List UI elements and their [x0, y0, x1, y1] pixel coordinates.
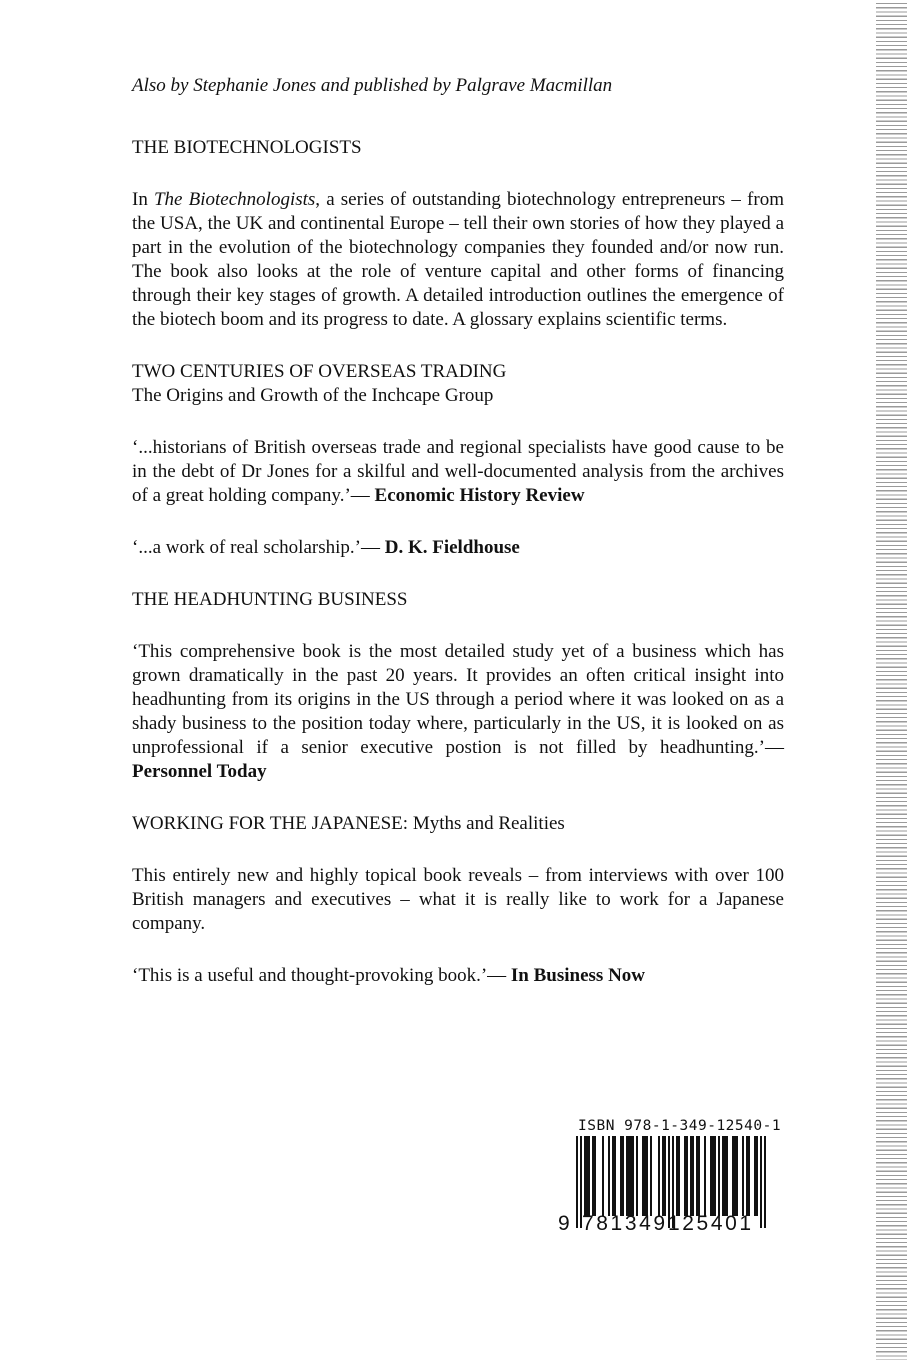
barcode-bar	[594, 1136, 596, 1216]
review-source: In Business Now	[510, 965, 646, 986]
isbn-barcode	[556, 1118, 786, 1252]
barcode-digits	[556, 1212, 786, 1252]
barcode-bar	[658, 1136, 660, 1216]
barcode-bar	[692, 1136, 694, 1216]
barcode-bar	[622, 1136, 624, 1216]
barcode-bar	[612, 1136, 614, 1216]
barcode-bar	[620, 1136, 622, 1216]
barcode-bar	[764, 1136, 766, 1228]
barcode-bar	[760, 1136, 762, 1228]
barcode-bar	[650, 1136, 652, 1216]
review-quote: ‘This comprehensive book is the most detailed study yet of a business which has grown dramatically in the past 20 years. It provides an often critical insight into headhunting from its origins in the US through a period where it was looked on as a shady business to the position today where, particularly in the US, it is looked on as unprofessional if a senior executive postion is not filled by headhunting.’— Personnel Today	[132, 641, 784, 782]
book-title-overseas-trading: TWO CENTURIES OF OVERSEAS TRADING	[132, 361, 507, 382]
book-subtitle-overseas-trading: The Origins and Growth of the Inchcape Group	[132, 385, 494, 406]
barcode-bar	[712, 1136, 714, 1216]
review-quote: ‘...a work of real scholarship.’— D. K. Fieldhouse	[132, 537, 520, 558]
barcode-bar	[630, 1136, 632, 1216]
barcode-bar	[726, 1136, 728, 1216]
book-title-working-japanese: WORKING FOR THE JAPANESE: Myths and Realities	[132, 813, 565, 834]
isbn-label: ISBN 978-1-349-12540-1	[578, 1118, 782, 1134]
review-quote: ‘...historians of British overseas trade and regional specialists have good cause to be in the debt of Dr Jones for a skilful and well-documented analysis from the archives of a great holding company.’— Economic History Review	[132, 437, 784, 506]
barcode-bar	[632, 1136, 634, 1216]
barcode-bar	[636, 1136, 638, 1216]
barcode-bar	[642, 1136, 644, 1216]
barcode-bar	[742, 1136, 744, 1216]
barcode-bar	[614, 1136, 616, 1216]
barcode-bar	[664, 1136, 666, 1216]
book-title-biotechnologists: THE BIOTECHNOLOGISTS	[132, 137, 362, 158]
barcode-bar	[732, 1136, 734, 1216]
barcode-bar	[722, 1136, 724, 1216]
book-title-headhunting: THE HEADHUNTING BUSINESS	[132, 589, 408, 610]
barcode-bar	[686, 1136, 688, 1216]
barcode-bar	[756, 1136, 758, 1216]
barcode-bar	[736, 1136, 738, 1216]
spine-edge-pattern	[873, 0, 907, 1360]
barcode-bar	[644, 1136, 646, 1216]
barcode-bar	[734, 1136, 736, 1216]
barcode-bar	[662, 1136, 664, 1216]
barcode-bar	[704, 1136, 706, 1216]
cover-text	[132, 74, 784, 988]
barcode-bar	[586, 1136, 588, 1216]
barcode-bar	[696, 1136, 698, 1216]
barcode-bar	[576, 1136, 578, 1228]
barcode-bar	[588, 1136, 590, 1216]
barcode-bar	[718, 1136, 720, 1216]
review-source: Personnel Today	[132, 761, 267, 782]
barcode-bar	[690, 1136, 692, 1216]
barcode-bar	[678, 1136, 680, 1216]
review-source: Economic History Review	[374, 485, 585, 506]
barcode-bar	[646, 1136, 648, 1216]
review-source: D. K. Fieldhouse	[384, 537, 520, 558]
barcode-bar	[676, 1136, 678, 1216]
barcode-left-group: 781349	[582, 1212, 668, 1235]
barcode-bar	[698, 1136, 700, 1216]
barcode-lead-digit: 9	[558, 1212, 570, 1235]
barcode-bar	[626, 1136, 628, 1216]
barcode-bar	[754, 1136, 756, 1216]
barcode-bar	[724, 1136, 726, 1216]
book-description-biotechnologists: In The Biotechnologists, a series of outstanding biotechnology entrepreneurs – from the USA, the UK and continental Europe – tell their own stories of how they played a part in the evolution of the biotechnology companies they founded and/or now run. The book also looks at the role of venture capital and other forms of financing through their key stages of growth. A detailed introduction outlines the emergence of the biotech boom and its progress to date. A glossary explains scientific terms.	[132, 189, 784, 330]
barcode-bar	[746, 1136, 748, 1216]
barcode-bar	[628, 1136, 630, 1216]
barcode-bar	[748, 1136, 750, 1216]
barcode-right-group: 125401	[668, 1212, 754, 1235]
also-by-heading: Also by Stephanie Jones and published by Palgrave Macmillan	[132, 75, 613, 96]
barcode-bar	[608, 1136, 610, 1216]
barcode-bar	[710, 1136, 712, 1216]
review-quote: ‘This is a useful and thought-provoking book.’— In Business Now	[132, 965, 646, 986]
barcode-bar	[584, 1136, 586, 1216]
barcode-bar	[714, 1136, 716, 1216]
book-description-working-japanese: This entirely new and highly topical book reveals – from interviews with over 100 British managers and executives – what it is really like to work for a Japanese company.	[132, 865, 784, 934]
barcode-bar	[684, 1136, 686, 1216]
barcode-bar	[592, 1136, 594, 1216]
barcode-bar	[602, 1136, 604, 1216]
